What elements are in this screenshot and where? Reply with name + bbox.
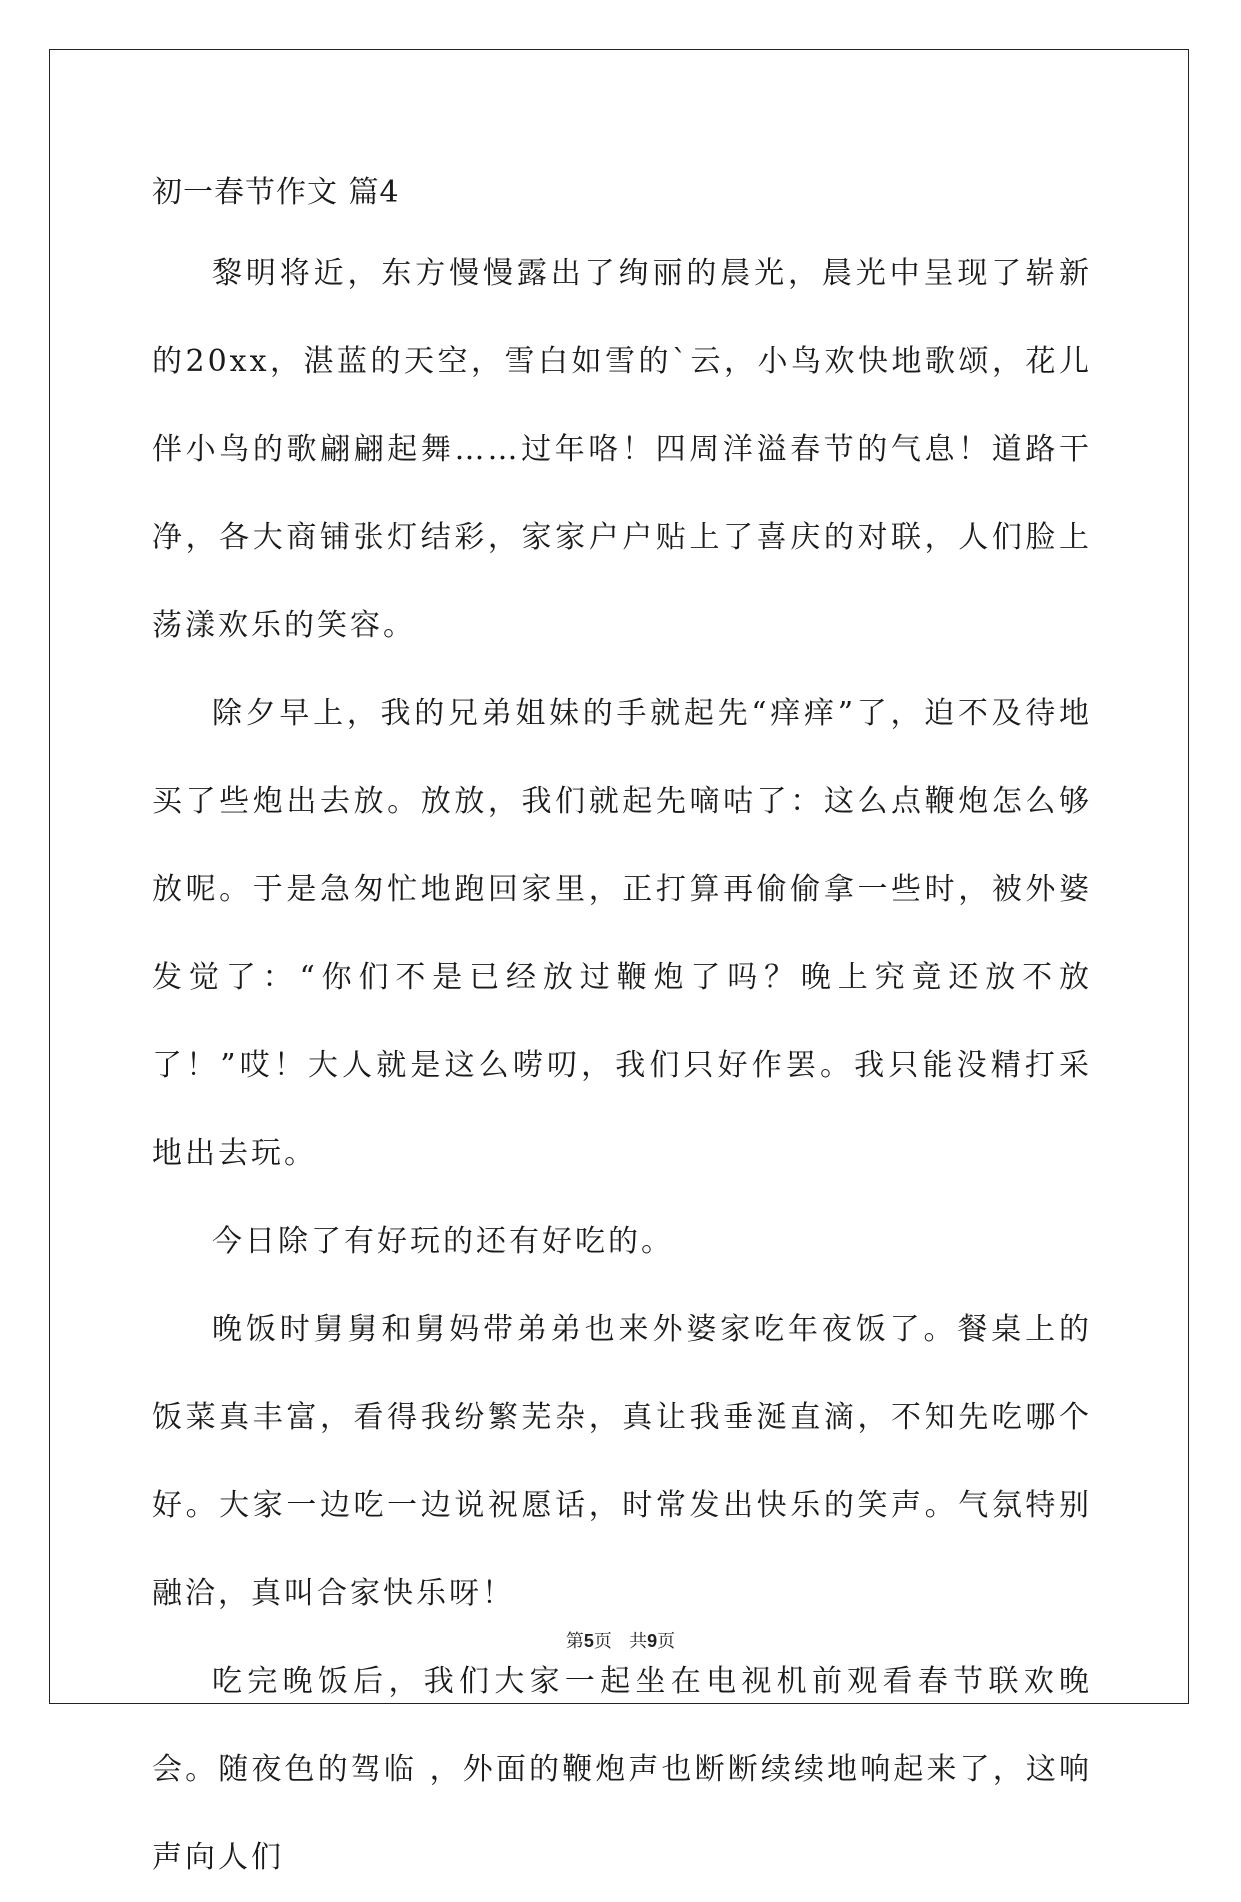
- total-prefix: 共: [629, 1631, 648, 1652]
- paragraph-5: 吃完晚饭后，我们大家一起坐在电视机前观看春节联欢晚会。随夜色的驾临 ，外面的鞭炮声也断断续续地响起来了，这响声向人们: [152, 1664, 1092, 1875]
- page-prefix: 第: [565, 1631, 584, 1652]
- paragraph-1: 黎明将近，东方慢慢露出了绚丽的晨光，晨光中呈现了崭新的20xx，湛蓝的天空，雪白如雪的`云，小鸟欢快地歌颂，花儿伴小鸟的歌翩翩起舞……过年咯！四周洋溢春节的气息！道路干净，各大商铺张灯结彩，家家户户贴上了喜庆的对联，人们脸上荡漾欢乐的笑容。: [152, 256, 1092, 643]
- page-number: 5: [583, 1631, 594, 1651]
- document-title: 初一春节作文 篇4: [152, 175, 400, 210]
- paragraph-4: 晚饭时舅舅和舅妈带弟弟也来外婆家吃年夜饭了。餐桌上的饭菜真丰富，看得我纷繁芜杂，真让我垂涎直滴，不知先吃哪个好。大家一边吃一边说祝愿话，时常发出快乐的笑声。气氛特别融洽，真叫合家快乐呀！: [152, 1312, 1092, 1611]
- total-pages: 9: [647, 1631, 658, 1651]
- paragraph-3: 今日除了有好玩的还有好吃的。: [212, 1224, 674, 1259]
- paragraph-2: 除夕早上，我的兄弟姐妹的手就起先“痒痒”了，迫不及待地买了些炮出去放。放放，我们就起先嘀咕了：这么点鞭炮怎么够放呢。于是急匆忙地跑回家里，正打算再偷偷拿一些时，被外婆发觉了：“你们不是已经放过鞭炮了吗？晚上究竟还放不放了！”哎！大人就是这么唠叨，我们只好作罢。我只能没精打采地出去玩。: [152, 696, 1092, 1171]
- page-suffix: 页: [593, 1631, 612, 1652]
- total-suffix: 页: [657, 1631, 676, 1652]
- page-footer: [0, 1627, 1241, 1653]
